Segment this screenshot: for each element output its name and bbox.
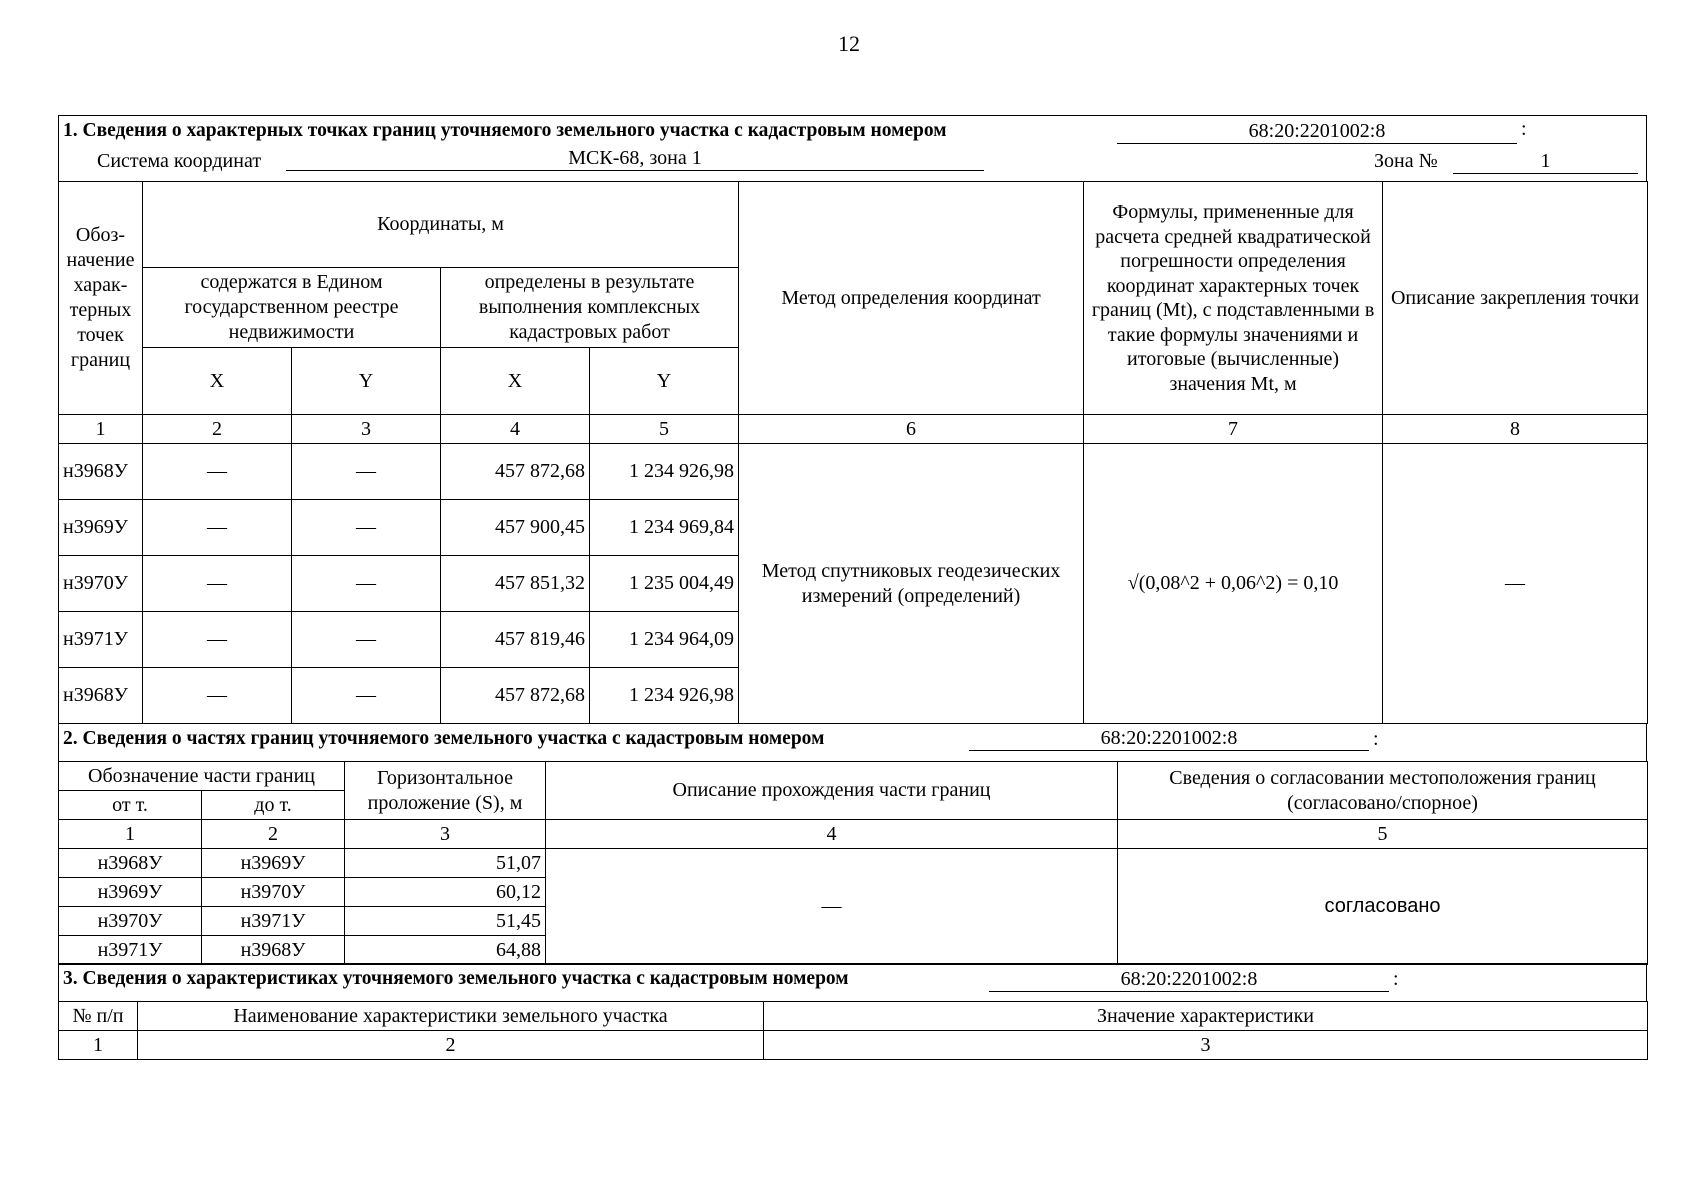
- point-id: н3968У: [59, 668, 143, 724]
- col-number: 2: [202, 820, 345, 849]
- x-egrn-value: —: [143, 612, 292, 668]
- table-row: [59, 444, 1648, 500]
- agreement-header: Сведения о согласовании местоположения границ (согласовано/спорное): [1118, 762, 1648, 820]
- section-3-title: 3. Сведения о характеристиках уточняемого земельного участка с кадастровым номером: [63, 968, 849, 989]
- section-1-title: 1. Сведения о характерных точках границ уточняемого земельного участка с кадастровым номером: [63, 120, 947, 141]
- point-id: н3971У: [59, 612, 143, 668]
- method-header: Метод определения координат: [739, 182, 1084, 415]
- coord-system-value: МСК-68, зона 1: [286, 147, 984, 171]
- col-number: 2: [138, 1031, 764, 1060]
- coordinates-header: Координаты, м: [143, 182, 739, 268]
- col-number: 1: [59, 415, 143, 444]
- col-number: 7: [1084, 415, 1383, 444]
- characteristics-table: [58, 1001, 1648, 1060]
- y-egrn-header: Y: [292, 348, 441, 415]
- point-id: н3969У: [59, 500, 143, 556]
- to-point: н3968У: [202, 936, 345, 965]
- x-egrn-header: X: [143, 348, 292, 415]
- works-header: определены в результате выполнения комплексных кадастровых работ: [441, 268, 739, 348]
- x-works-header: X: [441, 348, 590, 415]
- horizontal-value: 60,12: [345, 878, 546, 907]
- from-point: н3971У: [59, 936, 202, 965]
- passage-header: Описание прохождения части границ: [546, 762, 1118, 820]
- to-header: до т.: [202, 791, 345, 820]
- section-2: [58, 723, 1647, 965]
- agreement-value: согласовано: [1118, 849, 1648, 965]
- to-point: н3971У: [202, 907, 345, 936]
- page-number: 12: [838, 31, 860, 56]
- x-value: 457 872,68: [441, 668, 590, 724]
- col-number: 3: [764, 1031, 1648, 1060]
- col-number: 5: [590, 415, 739, 444]
- y-egrn-value: —: [292, 444, 441, 500]
- x-value: 457 900,45: [441, 500, 590, 556]
- point-id: н3970У: [59, 556, 143, 612]
- col-number: 6: [739, 415, 1084, 444]
- boundary-parts-table: [58, 761, 1648, 965]
- column-numbers-row: [59, 1031, 1648, 1060]
- passage-value: —: [546, 849, 1118, 965]
- coord-system-label: Система координат: [97, 150, 262, 172]
- col-number: 1: [59, 820, 202, 849]
- y-works-header: Y: [590, 348, 739, 415]
- method-value: Метод спутниковых геодезических измерений (определений): [739, 444, 1084, 724]
- y-value: 1 234 926,98: [590, 668, 739, 724]
- horizontal-value: 51,07: [345, 849, 546, 878]
- section-3-header: [58, 963, 1647, 1001]
- section-2-header: [58, 723, 1647, 761]
- table-row: [59, 849, 1648, 878]
- horizontal-value: 51,45: [345, 907, 546, 936]
- from-header: от т.: [59, 791, 202, 820]
- points-table: [58, 181, 1648, 724]
- from-point: н3969У: [59, 878, 202, 907]
- x-egrn-value: —: [143, 500, 292, 556]
- x-egrn-value: —: [143, 556, 292, 612]
- column-numbers-row: [59, 820, 1648, 849]
- y-egrn-value: —: [292, 668, 441, 724]
- colon: :: [1373, 728, 1379, 750]
- col-number: 1: [59, 1031, 138, 1060]
- value-header: Значение характеристики: [764, 1002, 1648, 1031]
- column-numbers-row: [59, 415, 1648, 444]
- description-header: Описание закрепления точки: [1383, 182, 1648, 415]
- name-header: Наименование характеристики земельного участка: [138, 1002, 764, 1031]
- zone-label: Зона №: [1374, 150, 1438, 172]
- x-egrn-value: —: [143, 444, 292, 500]
- col-number: 5: [1118, 820, 1648, 849]
- x-value: 457 851,32: [441, 556, 590, 612]
- egrn-header: содержатся в Едином государственном реестре недвижимости: [143, 268, 441, 348]
- col-number: 4: [546, 820, 1118, 849]
- x-value: 457 872,68: [441, 444, 590, 500]
- section-3: [58, 963, 1647, 1060]
- section-2-title: 2. Сведения о частях границ уточняемого земельного участка с кадастровым номером: [63, 728, 825, 749]
- formulas-header: Формулы, примененные для расчета средней квадратической погрешности определения координат характерных точек границ (Mt), с подставленными в такие формулы значениями и итоговые (вычисленные) значения Mt, м: [1084, 182, 1383, 415]
- to-point: н3969У: [202, 849, 345, 878]
- y-value: 1 234 926,98: [590, 444, 739, 500]
- point-id: н3968У: [59, 444, 143, 500]
- col-number: 3: [292, 415, 441, 444]
- col-number: 2: [143, 415, 292, 444]
- num-header: № п/п: [59, 1002, 138, 1031]
- horizontal-header: Горизонтальное проложение (S), м: [345, 762, 546, 820]
- x-egrn-value: —: [143, 668, 292, 724]
- section-1-header: [58, 115, 1647, 181]
- designation-header: Обоз-начение харак-терных точек границ: [59, 182, 143, 415]
- section-2-cadastral-number: 68:20:2201002:8: [969, 727, 1369, 751]
- col-number: 4: [441, 415, 590, 444]
- y-egrn-value: —: [292, 612, 441, 668]
- y-value: 1 234 964,09: [590, 612, 739, 668]
- colon: :: [1521, 118, 1527, 140]
- horizontal-value: 64,88: [345, 936, 546, 965]
- y-value: 1 234 969,84: [590, 500, 739, 556]
- to-point: н3970У: [202, 878, 345, 907]
- col-number: 8: [1383, 415, 1648, 444]
- from-point: н3970У: [59, 907, 202, 936]
- part-designation-header: Обозначение части границ: [59, 762, 345, 791]
- y-egrn-value: —: [292, 500, 441, 556]
- formula-value: √(0,08^2 + 0,06^2) = 0,10: [1084, 444, 1383, 724]
- description-value: —: [1383, 444, 1648, 724]
- from-point: н3968У: [59, 849, 202, 878]
- y-value: 1 235 004,49: [590, 556, 739, 612]
- section-1-cadastral-number: 68:20:2201002:8: [1117, 120, 1517, 144]
- y-egrn-value: —: [292, 556, 441, 612]
- section-1: [58, 115, 1647, 724]
- col-number: 3: [345, 820, 546, 849]
- colon: :: [1393, 968, 1399, 990]
- x-value: 457 819,46: [441, 612, 590, 668]
- zone-value: 1: [1453, 150, 1638, 174]
- section-3-cadastral-number: 68:20:2201002:8: [989, 968, 1389, 992]
